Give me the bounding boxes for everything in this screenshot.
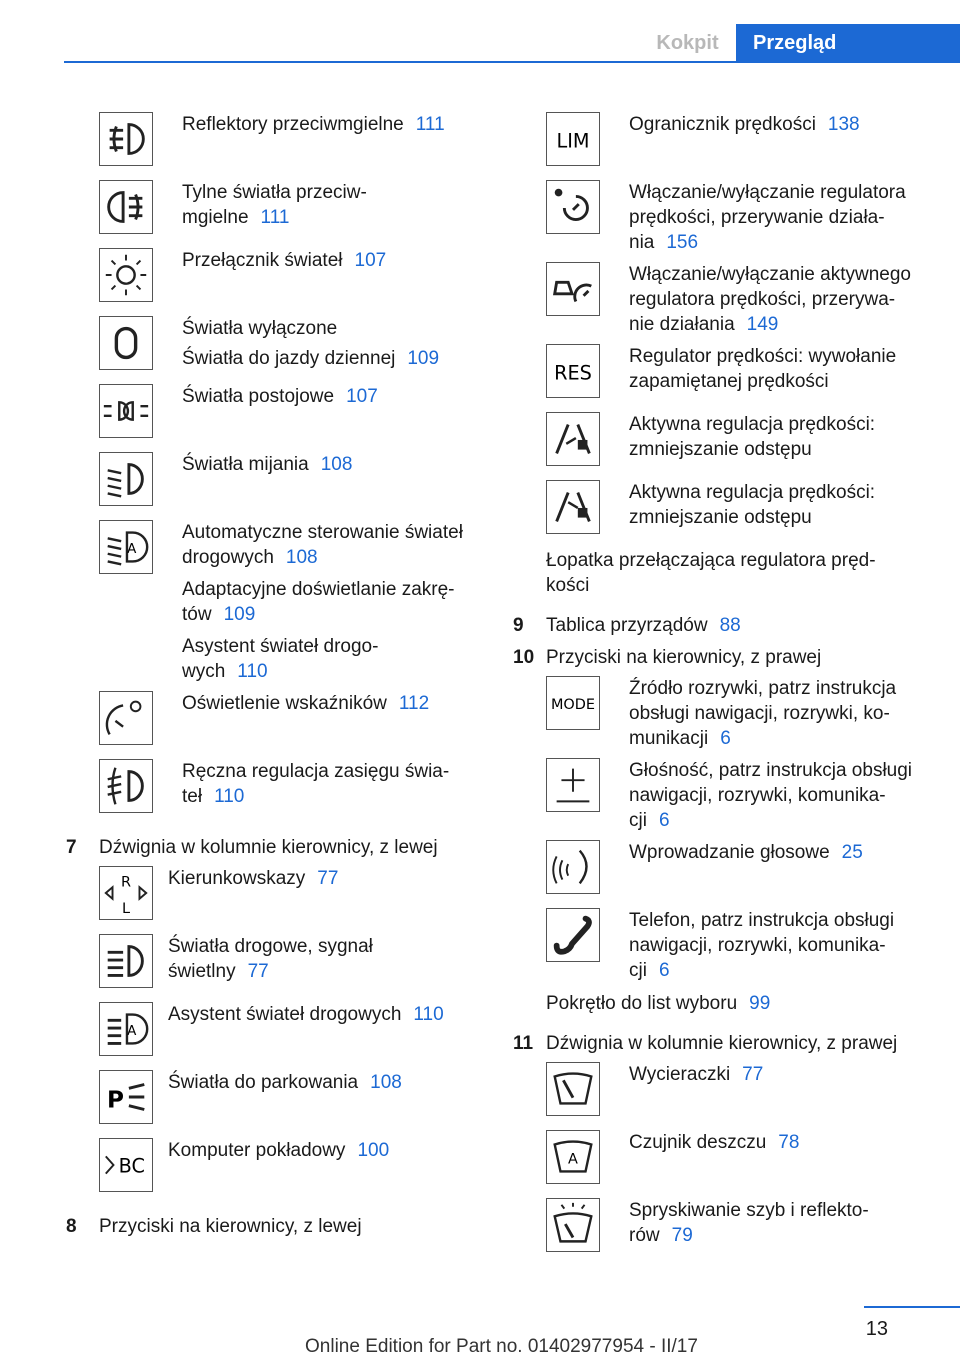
text-line: Dźwignia w kolumnie kierownicy, z lewej (99, 837, 438, 858)
text-line: Asystent świateł drogowych (168, 1004, 402, 1025)
instrument-lighting-icon (99, 691, 153, 745)
section-8-number: 8 (66, 1216, 77, 1237)
paddle-entry (546, 548, 876, 598)
text-line: Reflektory przeciwmgielne (182, 114, 404, 135)
right-entry (629, 480, 875, 530)
knob-entry (546, 991, 770, 1016)
right-entry (629, 412, 875, 462)
right10-entry (629, 840, 863, 865)
text-line: rów (629, 1225, 660, 1246)
svg-text:L: L (121, 901, 131, 918)
right10-entry (629, 676, 896, 751)
text-line: zmniejszanie odstępu (629, 507, 812, 528)
cruise-control-icon (546, 180, 600, 234)
page-ref-link[interactable]: 6 (658, 810, 670, 831)
text-line: Asystent świateł drogo- (182, 636, 379, 657)
left-entry (182, 316, 337, 341)
page-ref-link[interactable]: 110 (413, 1004, 444, 1025)
page-ref-link[interactable]: 138 (827, 114, 860, 135)
voice-input-icon (546, 840, 600, 894)
text-line: Włączanie/wyłączanie regulatora (629, 182, 906, 203)
text-line: teł (182, 786, 203, 807)
svg-text:MODE: MODE (550, 696, 596, 713)
page-ref-link[interactable]: 149 (746, 314, 779, 335)
edition-note: Online Edition for Part no. 01402977954 - II/17 (305, 1336, 698, 1357)
text-line: Pokrętło do list wyboru (546, 993, 738, 1014)
text-line: Spryskiwanie szyb i reflekto- (629, 1200, 869, 1221)
text-line: Światła mijania (182, 454, 309, 475)
text-line: Telefon, patrz instrukcja obsługi (629, 910, 895, 931)
section-7-number: 7 (66, 837, 77, 858)
page-ref-link[interactable]: 25 (841, 842, 863, 863)
phone-icon (546, 908, 600, 962)
text-line: Przyciski na kierownicy, z lewej (99, 1216, 362, 1237)
left7-entry (168, 866, 338, 891)
svg-text:BC: BC (118, 1154, 145, 1178)
svg-text:A: A (127, 1022, 137, 1039)
page-ref-link[interactable]: 108 (370, 1072, 402, 1093)
text-line: Czujnik deszczu (629, 1132, 767, 1153)
text-line: Oświetlenie wskaźników (182, 693, 387, 714)
text-line: nie działania (629, 314, 735, 335)
text-line: Łopatka przełączająca regulatora pręd- (546, 550, 876, 571)
left-entry (182, 112, 445, 137)
text-line: Tablica przyrządów (546, 615, 708, 636)
text-line: regulatora prędkości, przerywa- (629, 289, 896, 310)
headlight-range-icon (99, 759, 153, 813)
left-entry (182, 384, 378, 409)
page-ref-link[interactable]: 109 (407, 348, 440, 369)
text-line: Aktywna regulacja prędkości: (629, 482, 876, 503)
page-ref-link[interactable]: 109 (223, 604, 256, 625)
section-11-title (546, 1031, 897, 1056)
text-line: kości (546, 575, 590, 596)
fog-light-rear-icon (99, 180, 153, 234)
right11-entry (629, 1062, 763, 1087)
right10-entry (629, 908, 894, 983)
right-entry (629, 180, 906, 255)
text-line: nawigacji, rozrywki, komunika- (629, 785, 886, 806)
text-line: zapamiętanej prędkości (629, 371, 829, 392)
page-ref-link[interactable]: 108 (285, 547, 318, 568)
text-line: mgielne (182, 207, 249, 228)
page-ref-link[interactable]: 112 (398, 693, 430, 714)
right-entry (629, 112, 860, 137)
page-ref-link[interactable]: 110 (214, 786, 245, 807)
text-line: Automatyczne sterowanie świateł (182, 522, 463, 543)
page-ref-link[interactable]: 88 (719, 615, 741, 636)
left-entry (182, 248, 386, 273)
section-10-number: 10 (513, 647, 535, 668)
parking-light-icon (99, 1070, 153, 1124)
section-11-number: 11 (513, 1033, 534, 1054)
text-line: Tylne światła przeciw- (182, 182, 367, 203)
text-line: Aktywna regulacja prędkości: (629, 414, 876, 435)
page-ref-link[interactable]: 110 (237, 661, 268, 682)
text-line: cji (629, 960, 647, 981)
high-beam-icon (99, 934, 153, 988)
lights-off-icon (99, 316, 153, 370)
text-line: wych (182, 661, 226, 682)
text-line: Źródło rozrywki, patrz instrukcja (629, 678, 897, 699)
text-line: Światła drogowe, sygnał (168, 936, 373, 957)
auto-headlight-icon (99, 520, 153, 574)
section-9-number: 9 (513, 615, 524, 636)
page-ref-link[interactable]: 78 (778, 1132, 800, 1153)
low-beam-icon (99, 452, 153, 506)
text-line: drogowych (182, 547, 274, 568)
text-line: cji (629, 810, 647, 831)
section-9-title (546, 613, 741, 638)
text-line: Dźwignia w kolumnie kierownicy, z prawej (546, 1033, 898, 1054)
washer-icon (546, 1198, 600, 1252)
text-line: nawigacji, rozrywki, komunika- (629, 935, 886, 956)
left7-entry (168, 934, 373, 984)
text-line: Światła do jazdy dziennej (182, 348, 396, 369)
text-line: Przyciski na kierownicy, z prawej (546, 647, 822, 668)
section-7-title (99, 835, 438, 860)
page-ref-link[interactable]: 100 (357, 1140, 390, 1161)
svg-text:P: P (106, 1087, 124, 1114)
page-ref-link[interactable]: 6 (720, 728, 731, 749)
text-line: Wycieraczki (629, 1064, 731, 1085)
resume-icon (546, 344, 600, 398)
text-line: prędkości, przerywanie działa- (629, 207, 885, 228)
section-8-title (99, 1214, 362, 1239)
text-line: Światła postojowe (182, 386, 335, 407)
light-switch-icon (99, 248, 153, 302)
page-ref-link[interactable]: 79 (671, 1225, 693, 1246)
left-entry (182, 577, 455, 627)
svg-text:RES: RES (554, 361, 592, 385)
left-entry (182, 520, 463, 570)
left-entry (182, 452, 352, 477)
parking-lights-icon (99, 384, 153, 438)
onboard-computer-icon (99, 1138, 153, 1192)
text-line: Włączanie/wyłączanie aktywnego (629, 264, 911, 285)
left7-entry (168, 1002, 444, 1027)
page-ref-link[interactable]: 111 (260, 207, 290, 228)
left-entry (182, 346, 439, 371)
svg-text:A: A (127, 540, 137, 557)
speed-limiter-icon (546, 112, 600, 166)
text-line: zmniejszanie odstępu (629, 439, 812, 460)
left-entry (182, 180, 367, 230)
right10-entry (629, 758, 912, 833)
text-line: Kierunkowskazy (168, 868, 306, 889)
header-rule (64, 61, 960, 63)
left-entry (182, 634, 378, 684)
section-10-title (546, 645, 821, 670)
text-line: Wprowadzanie głosowe (629, 842, 830, 863)
text-line: Światła do parkowania (168, 1072, 359, 1093)
distance-decrease-icon (546, 412, 600, 466)
text-line: Przełącznik świateł (182, 250, 343, 271)
text-line: Ogranicznik prędkości (629, 114, 816, 135)
text-line: nia (629, 232, 655, 253)
right-entry (629, 344, 896, 394)
text-line: munikacji (629, 728, 709, 749)
page-ref-link[interactable]: 77 (247, 961, 269, 982)
volume-icon (546, 758, 600, 812)
fog-light-front-icon (99, 112, 153, 166)
page-ref-link[interactable]: 108 (320, 454, 353, 475)
text-line: Adaptacyjne doświetlanie zakrę- (182, 579, 455, 600)
page-ref-link[interactable]: 156 (666, 232, 699, 253)
rain-sensor-icon (546, 1130, 600, 1184)
mode-icon (546, 676, 600, 730)
page-ref-link[interactable]: 77 (317, 868, 339, 889)
svg-text:A: A (568, 1151, 578, 1168)
left7-entry (168, 1070, 402, 1095)
right11-entry (629, 1198, 869, 1248)
page-ref-link[interactable]: 107 (354, 250, 387, 271)
text-line: Regulator prędkości: wywołanie (629, 346, 897, 367)
text-line: świetlny (168, 961, 236, 982)
text-line: Ręczna regulacja zasięgu świa- (182, 761, 450, 782)
page-ref-link[interactable]: 6 (658, 960, 670, 981)
wiper-icon (546, 1062, 600, 1116)
footer-rule (864, 1306, 960, 1308)
tab-kokpit[interactable]: Kokpit (639, 24, 736, 62)
header-bar (0, 0, 960, 62)
high-beam-assist-icon (99, 1002, 153, 1056)
right11-entry (629, 1130, 799, 1155)
left-entry (182, 691, 429, 716)
text-line: obsługi nawigacji, rozrywki, ko- (629, 703, 890, 724)
distance-increase-icon (546, 480, 600, 534)
page-number: 13 (865, 1318, 888, 1340)
text-line: Głośność, patrz instrukcja obsługi (629, 760, 913, 781)
left-entry (182, 759, 449, 809)
left7-entry (168, 1138, 389, 1163)
svg-text:LIM: LIM (556, 129, 590, 153)
tab-przeglad[interactable]: Przegląd (736, 24, 960, 62)
text-line: tów (182, 604, 212, 625)
page-ref-link[interactable]: 107 (346, 386, 378, 407)
right-entry (629, 262, 911, 337)
page-ref-link[interactable]: 77 (742, 1064, 764, 1085)
turn-signal-icon (99, 866, 153, 920)
page-ref-link[interactable]: 111 (415, 114, 445, 135)
svg-text:R: R (120, 874, 132, 891)
text-line: Komputer pokładowy (168, 1140, 346, 1161)
text-line: Światła wyłączone (182, 318, 338, 339)
page-ref-link[interactable]: 99 (749, 993, 771, 1014)
active-cruise-control-icon (546, 262, 600, 316)
